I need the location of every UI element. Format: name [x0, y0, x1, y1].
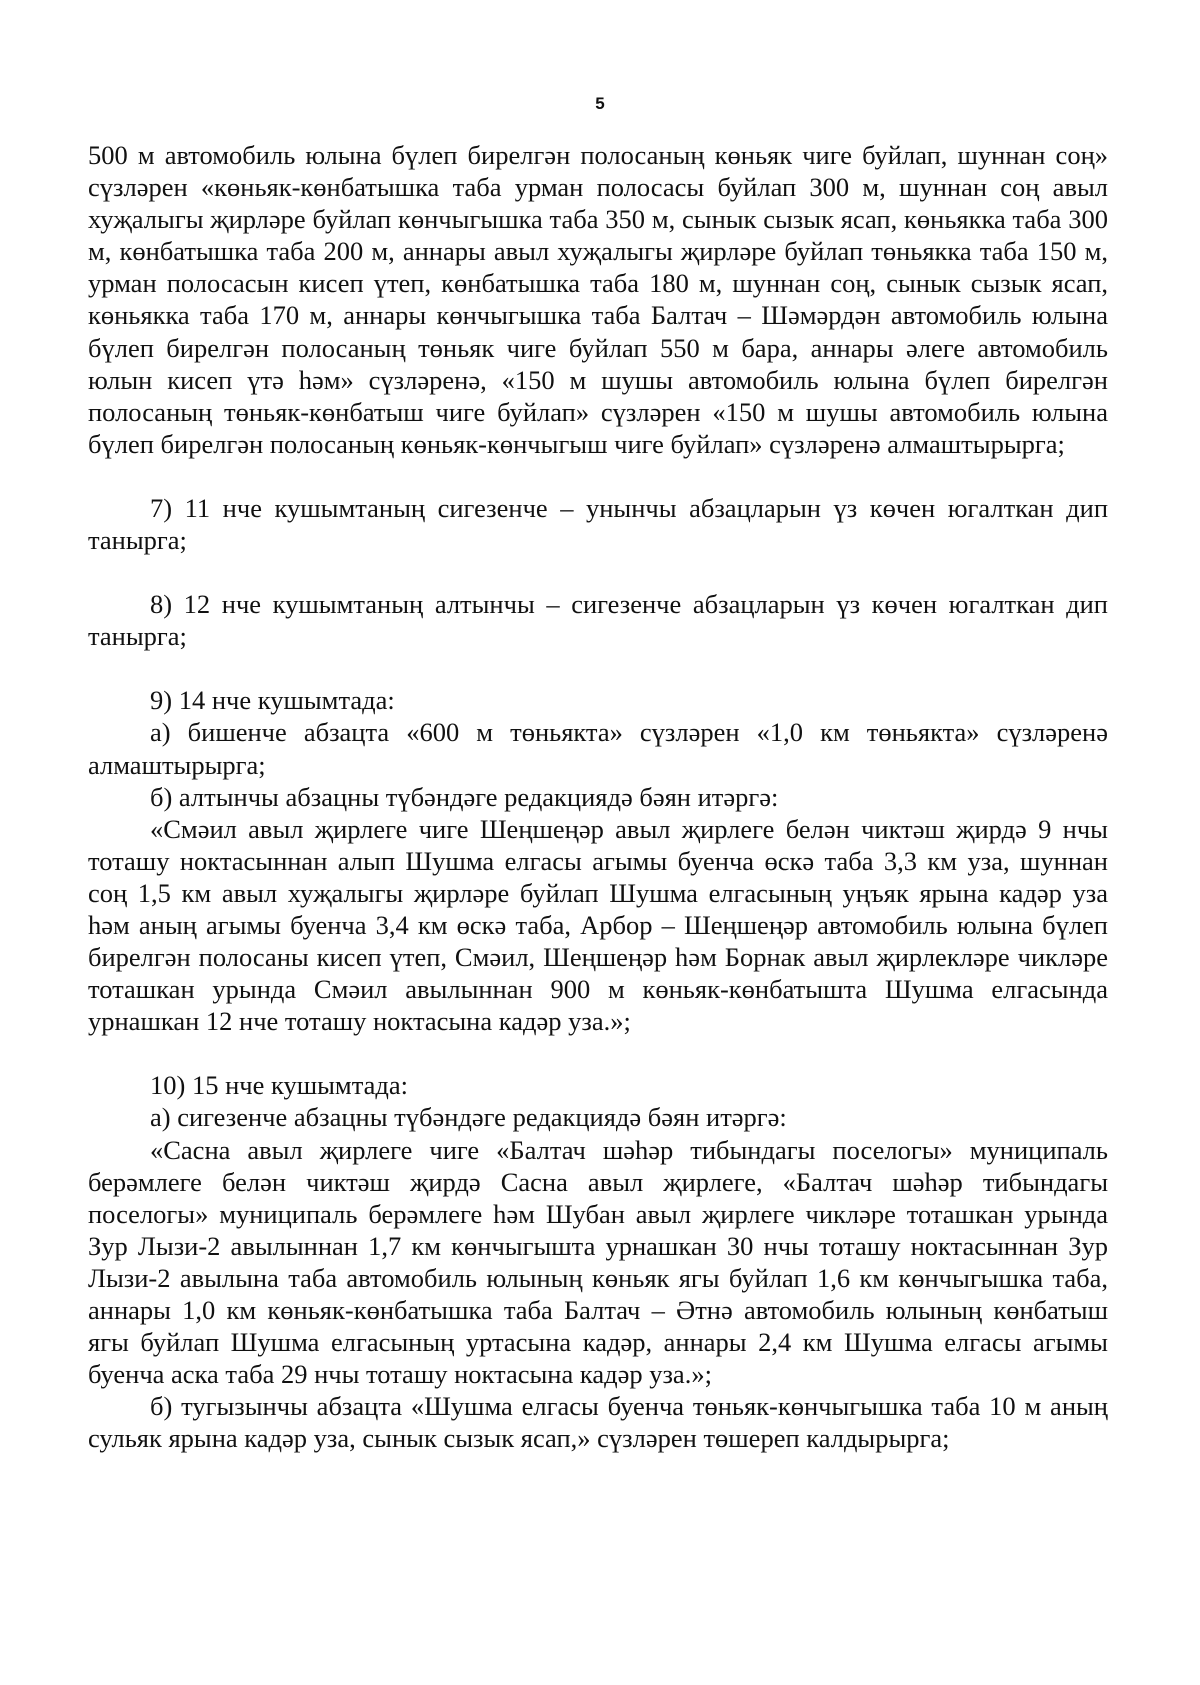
paragraph-item-9b-quote: «Смәил авыл җирлеге чиге Шеңшеңәр авыл җирлеге белән чиктәш җирдә 9 нчы тоташу ноктасыннан алып Шушма елгасы агымы буенча өскә таба 3,3 км уза, шуннан соң 1,5 км авыл хуҗалыгы җирләре буйлап Шушма елгасының уңъяк ярына кадәр уза һәм аның агымы буенча 3,4 км өскә таба, Арбор – Шеңшеңәр автомобиль юлына бүлеп бирелгән полосаны кисеп үтеп, Смәил, Шеңшеңәр һәм Борнак авыл җирлекләре чикләре тоташкан урында Смәил авылыннан 900 м көньяк-көнбатышта Шушма елгасында урнашкан 12 нче тоташу ноктасына кадәр уза.»;	[88, 813, 1108, 1037]
page-number: 5	[595, 94, 605, 113]
document-body	[88, 139, 1108, 1454]
paragraph-item-9b: б) алтынчы абзацны түбәндәге редакциядә бәян итәргә:	[150, 781, 779, 812]
paragraph-item-10b: б) тугызынчы абзацта «Шушма елгасы буенча төньяк-көнчыгышка таба 10 м аның сульяк ярына кадәр уза, сынык сызык ясап,» сүзләрен төшереп калдырырга;	[88, 1391, 1108, 1454]
paragraph-item-10a: а) сигезенче абзацны түбәндәге редакциядә бәян итәргә:	[150, 1102, 787, 1133]
paragraph-item-10-heading: 10) 15 нче кушымтада:	[150, 1070, 408, 1101]
paragraph-continuation: 500 м автомобиль юлына бүлеп бирелгән полосаның көньяк чиге буйлап, шуннан соң» сүзләрен «көньяк-көнбатышка таба урман полосасы буйлап 300 м, шуннан соң авыл хуҗалыгы җирләре буйлап көнчыгышка таба 350 м, сынык сызык ясап, көньякка таба 300 м, көнбатышка таба 200 м, аннары авыл хуҗалыгы җирләре буйлап төньякка таба 150 м, урман полосасын кисеп үтеп, көнбатышка таба 180 м, шуннан соң, сынык сызык ясап, көньякка таба 170 м, аннары көнчыгышка таба Балтач – Шәмәрдән автомобиль юлына бүлеп бирелгән полосаның төньяк чиге буйлап 550 м бара, аннары әлеге автомобиль юлын кисеп үтә һәм» сүзләренә, «150 м шушы автомобиль юлына бүлеп бирелгән полосаның төньяк-көнбатыш чиге буйлап» сүзләрен «150 м шушы автомобиль юлына бүлеп бирелгән полосаның көньяк-көнчыгыш чиге буйлап» сүзләренә алмаштырырга;	[88, 140, 1108, 459]
paragraph-item-9-heading: 9) 14 нче кушымтада:	[150, 685, 395, 716]
paragraph-item-10a-quote: «Сасна авыл җирлеге чиге «Балтач шәһәр тибындагы поселогы» муниципаль берәмлеге белән чиктәш җирдә Сасна авыл җирлеге, «Балтач шәһәр тибындагы поселогы» муниципаль берәмлеге һәм Шубан авыл җирлеге чикләре тоташкан урында Зур Лызи-2 авылыннан 1,7 км көнчыгышта урнашкан 30 нчы тоташу ноктасыннан Зур Лызи-2 авылына таба автомобиль юлының көньяк ягы буйлап 1,6 км көнчыгышка таба, аннары 1,0 км көньяк-көнбатышка таба Балтач – Әтнә автомобиль юлының көнбатыш ягы буйлап Шушма елгасының уртасына кадәр, аннары 2,4 км Шушма елгасы агымы буенча аска таба 29 нчы тоташу ноктасына кадәр уза.»;	[88, 1134, 1108, 1390]
paragraph-item-7: 7) 11 нче кушымтаның сигезенче – унынчы абзацларын үз көчен югалткан дип танырга;	[88, 492, 1108, 556]
paragraph-item-9a: а) бишенче абзацта «600 м төньякта» сүзләрен «1,0 км төньякта» сүзләренә алмаштырырга;	[88, 717, 1108, 780]
paragraph-item-8: 8) 12 нче кушымтаның алтынчы – сигезенче абзацларын үз көчен югалткан дип танырга;	[88, 589, 1108, 652]
